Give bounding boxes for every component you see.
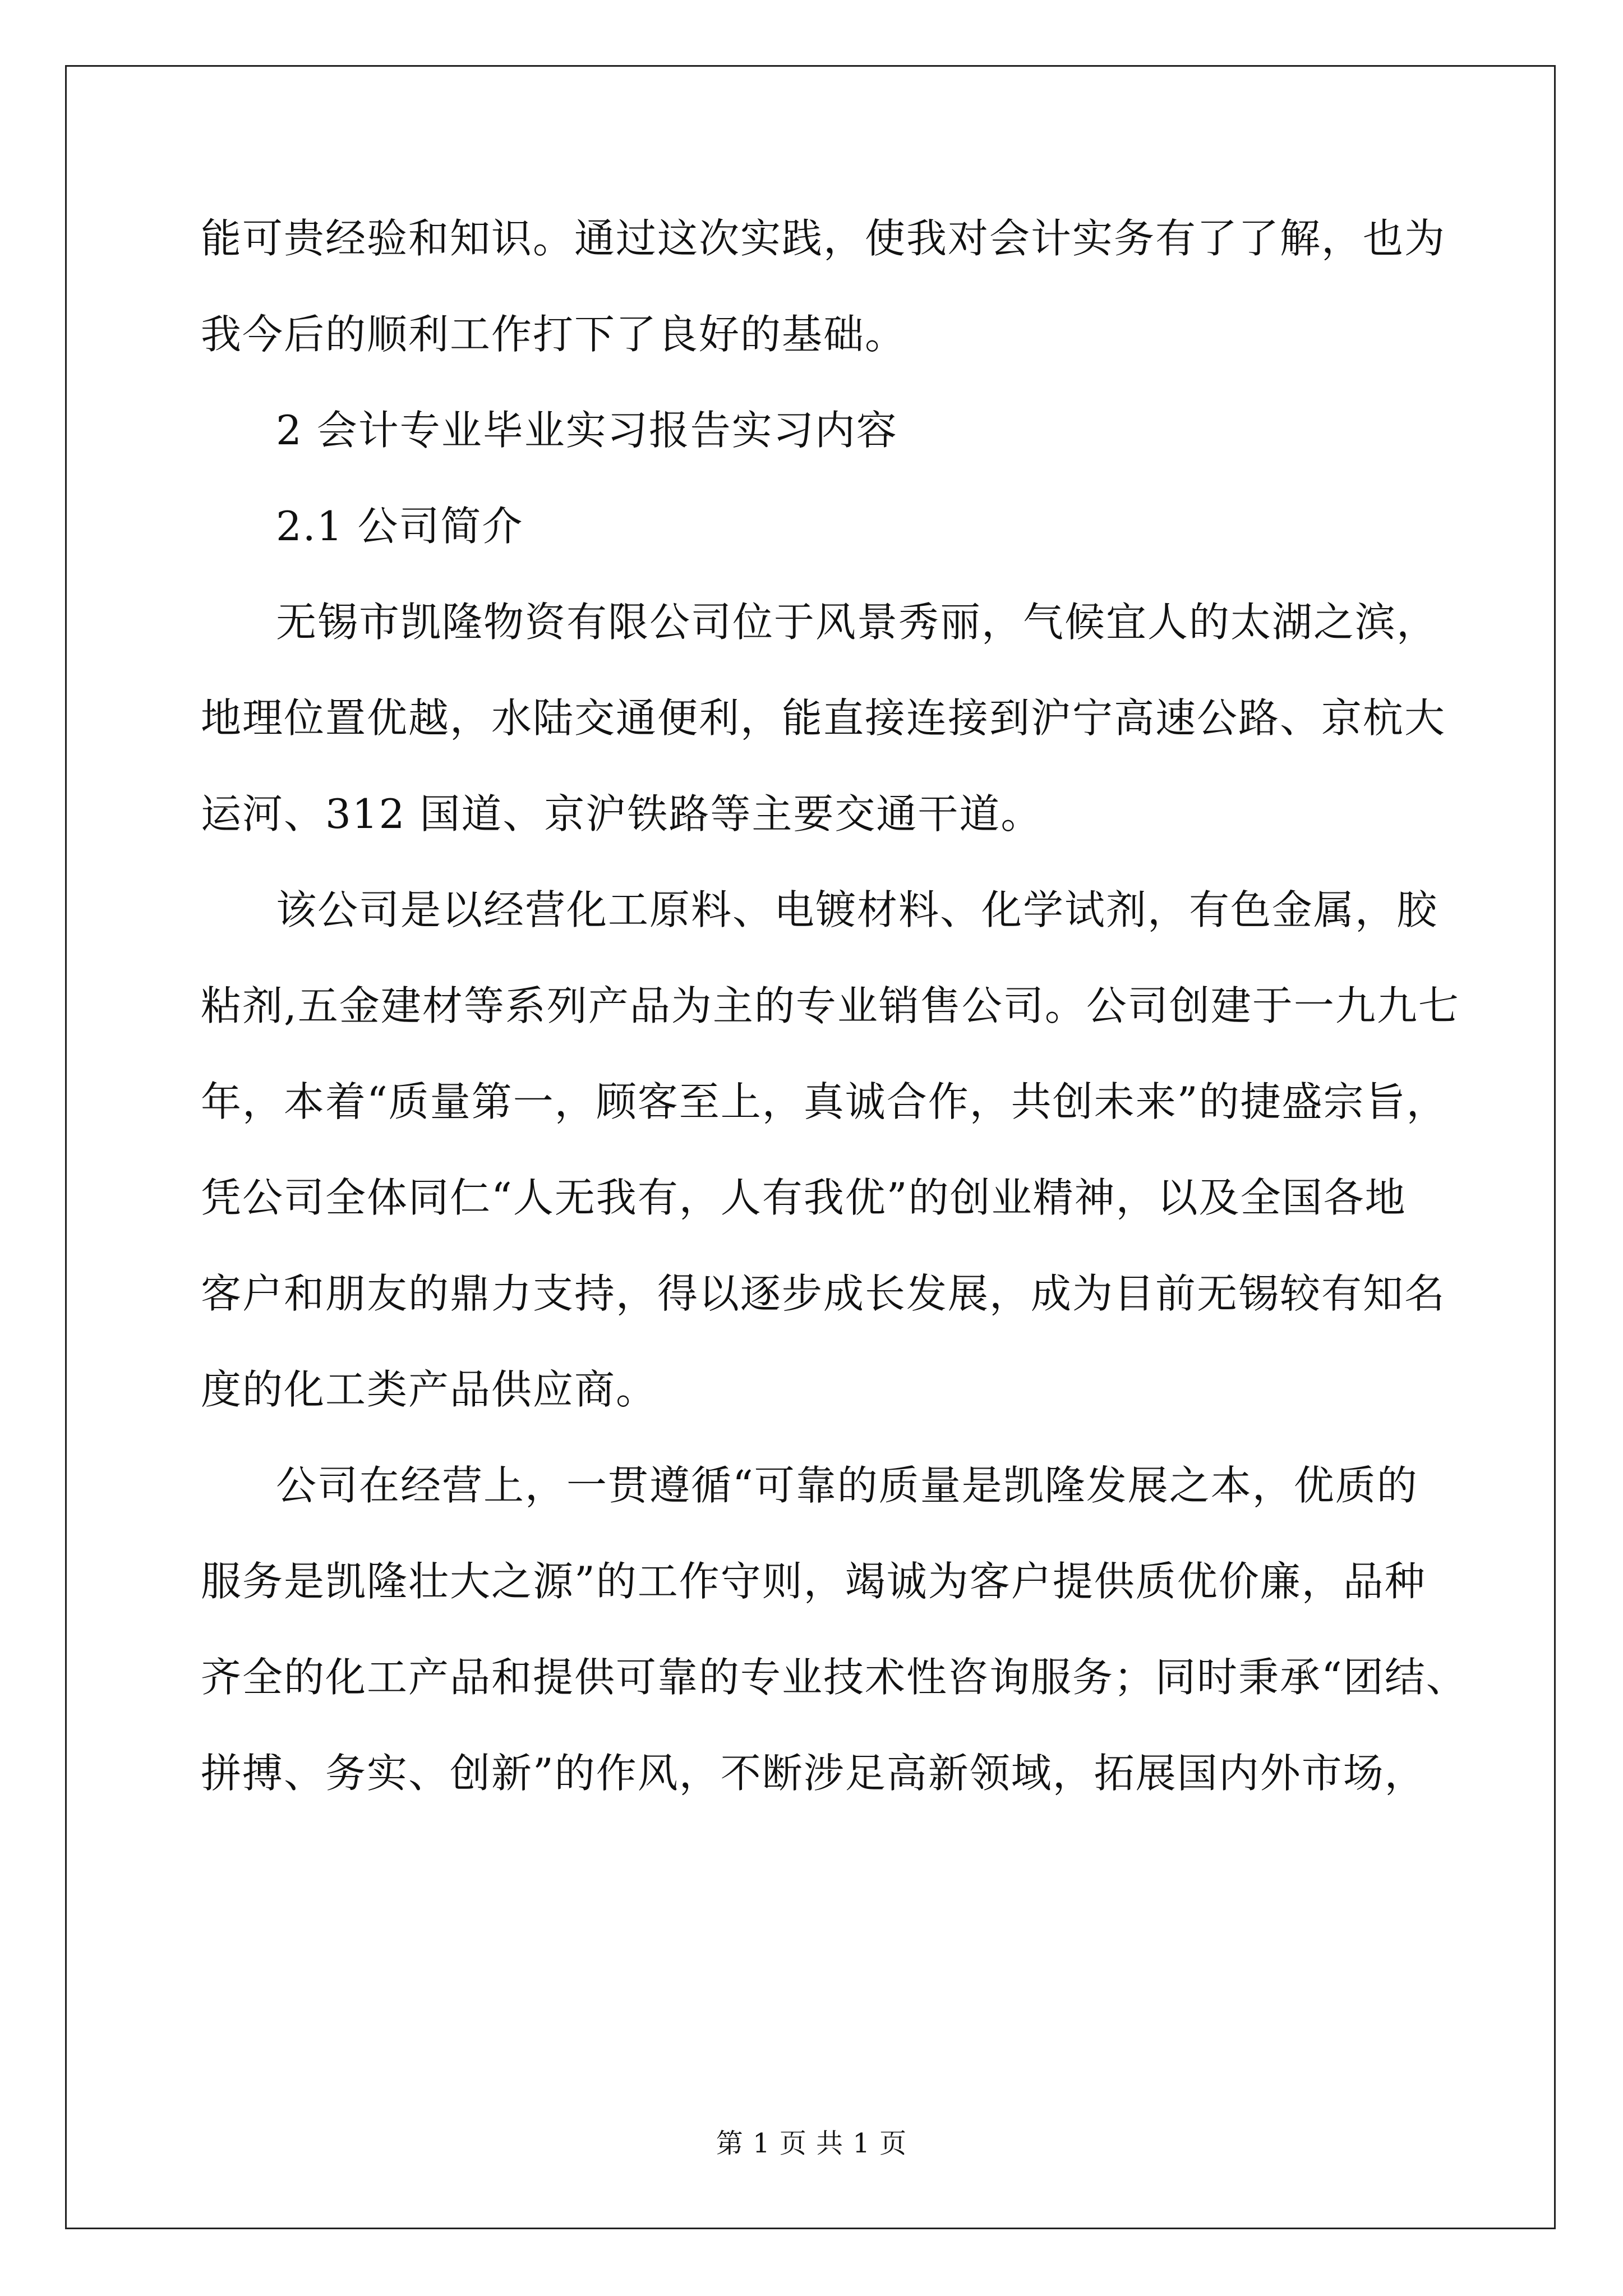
paragraph-first-line: 公司在经营上，一贯遵循“可靠的质量是凯隆发展之本，优质的 <box>276 1462 1418 1509</box>
page-border <box>65 65 1556 2229</box>
body-line: 能可贵经验和知识。通过这次实践，使我对会计实务有了了解，也为 <box>201 215 1446 262</box>
body-line: 客户和朋友的鼎力支持，得以逐步成长发展，成为目前无锡较有知名 <box>201 1270 1446 1317</box>
body-line: 凭公司全体同仁“人无我有，人有我优”的创业精神，以及全国各地 <box>201 1174 1407 1221</box>
paragraph-first-line: 该公司是以经营化工原料、电镀材料、化学试剂，有色金属，胶 <box>276 886 1438 933</box>
section-heading: 2 会计专业毕业实习报告实习内容 <box>276 407 898 454</box>
body-line: 度的化工类产品供应商。 <box>201 1366 658 1413</box>
body-line: 拼搏、务实、创新”的作风，不断涉足高新领域，拓展国内外市场， <box>201 1750 1426 1797</box>
paragraph-first-line: 无锡市凯隆物资有限公司位于风景秀丽，气候宜人的太湖之滨， <box>276 599 1438 646</box>
body-line: 服务是凯隆壮大之源”的工作守则，竭诚为客户提供质优价廉，品种 <box>201 1558 1426 1605</box>
body-line: 齐全的化工产品和提供可靠的专业技术性咨询服务；同时秉承“团结、 <box>201 1654 1468 1701</box>
body-line: 运河、312 国道、京沪铁路等主要交通干道。 <box>201 790 1043 838</box>
page-number-footer: 第 1 页 共 1 页 <box>716 2128 907 2159</box>
body-line: 粘剂,五金建材等系列产品为主的专业销售公司。公司创建于一九九七 <box>201 982 1460 1029</box>
body-line: 我今后的顺利工作打下了良好的基础。 <box>201 311 907 358</box>
body-line: 年，本着“质量第一，顾客至上，真诚合作，共创未来”的捷盛宗旨， <box>201 1078 1448 1125</box>
subsection-heading: 2.1 公司简介 <box>276 503 524 550</box>
body-line: 地理位置优越，水陆交通便利，能直接连接到沪宁高速公路、京杭大 <box>201 694 1446 742</box>
